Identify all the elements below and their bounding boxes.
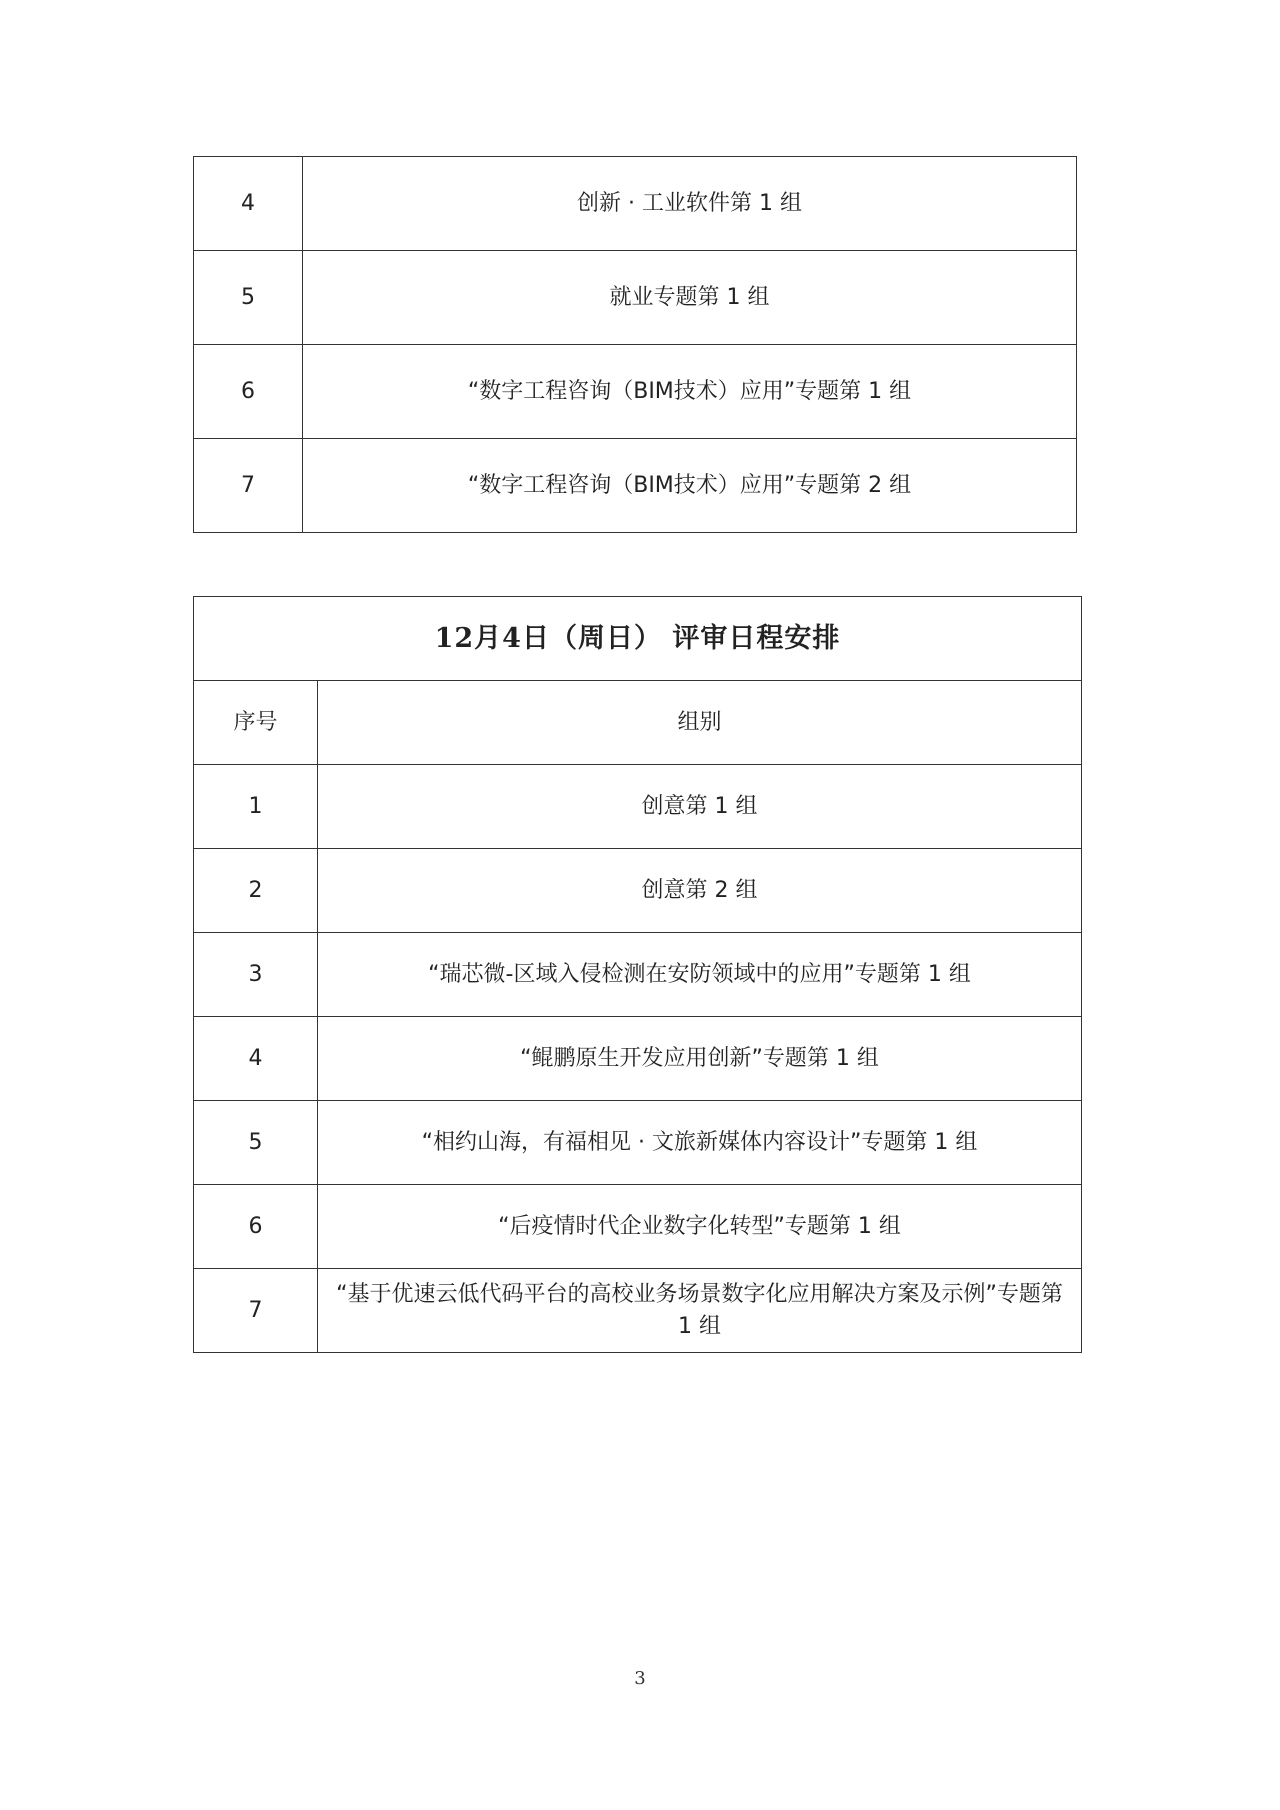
- table-title-row: [194, 597, 1082, 681]
- group-name: “基于优速云低代码平台的高校业务场景数字化应用解决方案及示例”专题第 1 组: [318, 1269, 1082, 1353]
- table-row: [194, 1269, 1082, 1353]
- table-row: [194, 933, 1082, 1017]
- table-title: 12月4日（周日） 评审日程安排: [194, 597, 1082, 681]
- schedule-table-dec-4: [193, 596, 1082, 1353]
- table-row: [194, 849, 1082, 933]
- column-header-group: 组别: [318, 681, 1082, 765]
- group-name: 就业专题第 1 组: [303, 251, 1077, 345]
- table-row: [194, 439, 1077, 533]
- row-number: 4: [194, 157, 303, 251]
- group-name: “鲲鹏原生开发应用创新”专题第 1 组: [318, 1017, 1082, 1101]
- row-number: 2: [194, 849, 318, 933]
- row-number: 7: [194, 1269, 318, 1353]
- row-number: 3: [194, 933, 318, 1017]
- table-row: [194, 765, 1082, 849]
- group-name: “瑞芯微-区域入侵检测在安防领域中的应用”专题第 1 组: [318, 933, 1082, 1017]
- group-name: “数字工程咨询（BIM技术）应用”专题第 2 组: [303, 439, 1077, 533]
- table-row: [194, 345, 1077, 439]
- column-header-number: 序号: [194, 681, 318, 765]
- schedule-table-continued: [193, 156, 1077, 533]
- row-number: 5: [194, 1101, 318, 1185]
- table-row: [194, 1017, 1082, 1101]
- table-row: [194, 1185, 1082, 1269]
- table-row: [194, 251, 1077, 345]
- row-number: 6: [194, 345, 303, 439]
- table-header-row: [194, 681, 1082, 765]
- group-name: “相约山海，有福相见 · 文旅新媒体内容设计”专题第 1 组: [318, 1101, 1082, 1185]
- group-name: 创新 · 工业软件第 1 组: [303, 157, 1077, 251]
- row-number: 7: [194, 439, 303, 533]
- table-row: [194, 1101, 1082, 1185]
- page-number: 3: [634, 1668, 646, 1689]
- row-number: 5: [194, 251, 303, 345]
- group-name: 创意第 2 组: [318, 849, 1082, 933]
- row-number: 4: [194, 1017, 318, 1101]
- group-name: 创意第 1 组: [318, 765, 1082, 849]
- row-number: 6: [194, 1185, 318, 1269]
- table-row: [194, 157, 1077, 251]
- row-number: 1: [194, 765, 318, 849]
- group-name: “数字工程咨询（BIM技术）应用”专题第 1 组: [303, 345, 1077, 439]
- group-name: “后疫情时代企业数字化转型”专题第 1 组: [318, 1185, 1082, 1269]
